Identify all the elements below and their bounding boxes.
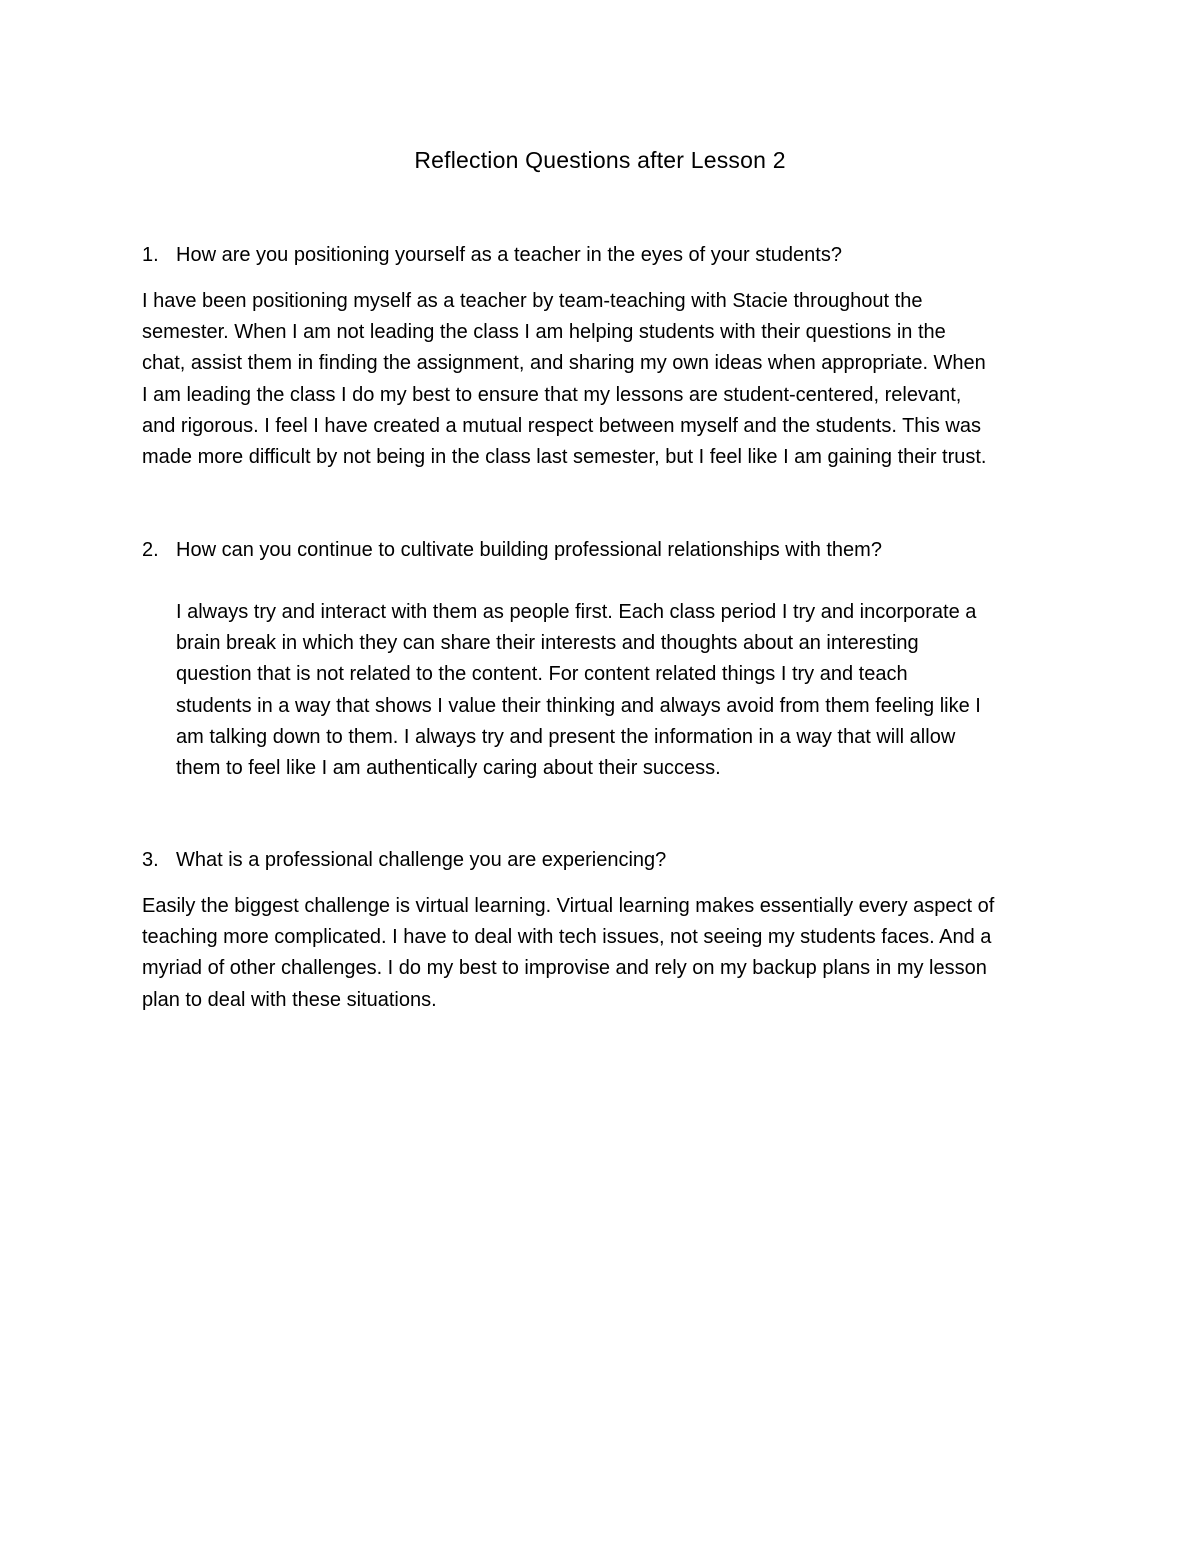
answer-line: I have been positioning myself as a teacher by team-teaching with Stacie throughout the <box>142 290 923 312</box>
answer-line: brain break in which they can share their interests and thoughts about an interesting <box>176 632 919 655</box>
answer-line: question that is not related to the content. For content related things I try and teach <box>176 663 908 686</box>
question-3 <box>142 845 1062 876</box>
answer-line: semester. When I am not leading the class I am helping students with their questions in the <box>142 321 946 344</box>
answer-line: plan to deal with these situations. <box>142 988 437 1011</box>
answer-line: and rigorous. I feel I have created a mutual respect between myself and the students. This was <box>142 414 981 437</box>
answer-line: myriad of other challenges. I do my best to improvise and rely on my backup plans in my lesson <box>142 957 987 980</box>
question-number: 1. <box>142 244 159 266</box>
answer-line: Easily the biggest challenge is virtual learning. Virtual learning makes essentially every aspect of <box>142 895 995 917</box>
question-text: How can you continue to cultivate building professional relationships with them? <box>176 539 882 561</box>
question-text: What is a professional challenge you are experiencing? <box>176 849 667 871</box>
answer-3 <box>142 891 1072 1016</box>
answer-line: students in a way that shows I value their thinking and always avoid from them feeling like I <box>176 694 981 717</box>
answer-line: am talking down to them. I always try and present the information in a way that will allow <box>176 725 956 748</box>
answer-line: teaching more complicated. I have to deal with tech issues, not seeing my students faces. And a <box>142 926 992 949</box>
answer-line: I am leading the class I do my best to ensure that my lessons are student-centered, relevant, <box>142 383 962 406</box>
answer-line: made more difficult by not being in the class last semester, but I feel like I am gaining their trust. <box>142 446 987 469</box>
answer-line: them to feel like I am authentically caring about their success. <box>176 757 721 780</box>
answer-2 <box>176 597 1066 784</box>
document-title: Reflection Questions after Lesson 2 <box>414 147 786 173</box>
question-2 <box>142 535 1062 566</box>
answer-line: chat, assist them in finding the assignment, and sharing my own ideas when appropriate. When <box>142 352 986 375</box>
question-number: 2. <box>142 539 159 561</box>
answer-1 <box>142 286 1072 473</box>
answer-line: I always try and interact with them as people first. Each class period I try and incorporate a <box>176 601 977 623</box>
question-text: How are you positioning yourself as a teacher in the eyes of your students? <box>176 244 842 266</box>
question-1 <box>142 240 1062 271</box>
question-number: 3. <box>142 849 159 871</box>
